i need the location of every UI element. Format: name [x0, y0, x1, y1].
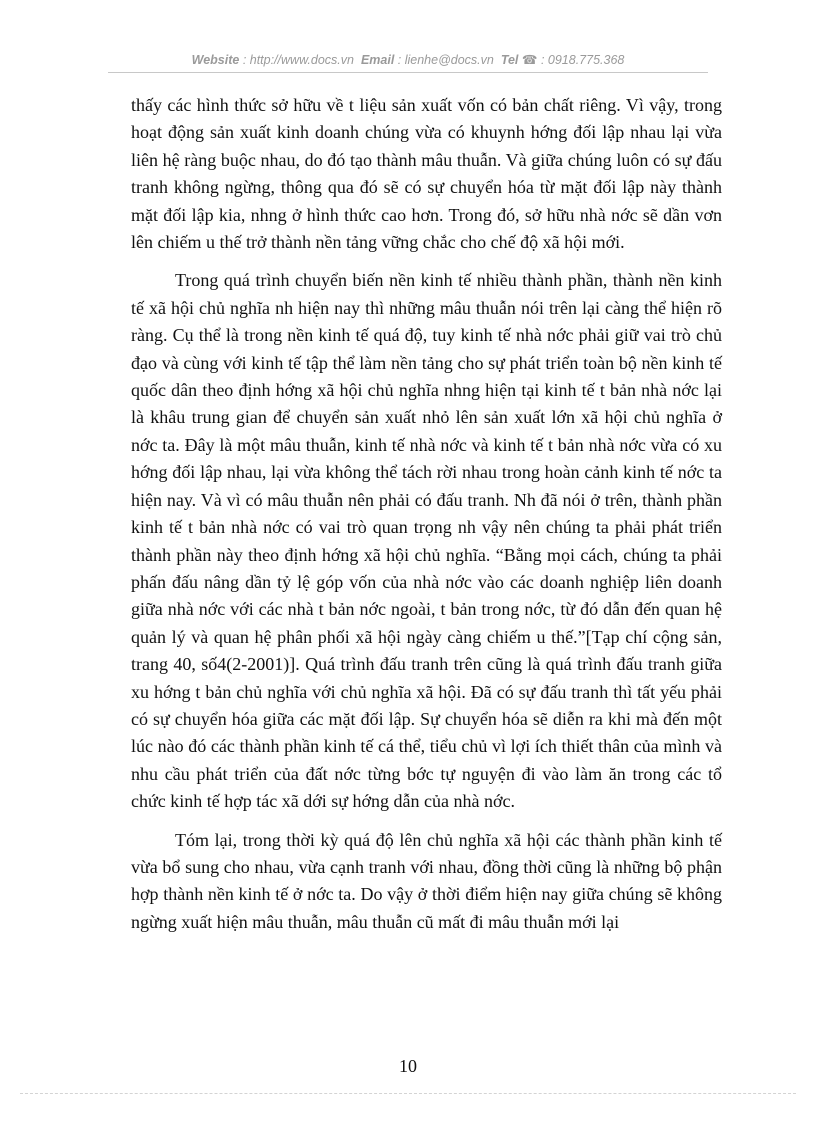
page-header: [110, 52, 706, 67]
website-value: : http://www.docs.vn: [242, 53, 354, 67]
page-number: 10: [399, 1056, 417, 1076]
header-divider: [108, 72, 708, 73]
tel-value: ☎ : 0918.775.368: [521, 53, 625, 67]
footer-divider: [20, 1093, 796, 1094]
website-label: Website: [191, 53, 240, 67]
paragraph-continuation: thấy các hình thức sở hữu về t liệu sản xuất vốn có bản chất riêng. Vì vậy, trong hoạt động sản xuất kinh doanh chúng vừa có khuynh hớng đối lập nhau lại vừa liên hệ ràng buộc nhau, do đó tạo thành mâu thuẫn. Và giữa chúng luôn có sự đấu tranh không ngừng, thông qua đó sẽ có sự chuyển hóa từ mặt đối lập này thành mặt đối lập kia, nhng ở hình thức cao hơn. Trong đó, sở hữu nhà nớc sẽ dần vơn lên chiếm u thế trở thành nền tảng vững chắc cho chế độ xã hội mới.: [131, 95, 722, 253]
email-value: : lienhe@docs.vn: [397, 53, 494, 67]
paragraph-economic-contradictions: Trong quá trình chuyển biến nền kinh tế nhiều thành phần, thành nền kinh tế xã hội chủ nghĩa nh hiện nay thì những mâu thuẫn nói trên lại càng thể hiện rõ ràng. Cụ thể là trong nền kinh tế quá độ, tuy kinh tế nhà nớc phải giữ vai trò chủ đạo và cùng với kinh tế tập thể làm nền tảng cho sự phát triển toàn bộ nền kinh tế quốc dân theo định hớng xã hội chủ nghĩa nhng hiện tại kinh tế t bản nhà nớc lại là khâu trung gian để chuyển sản xuất nhỏ lên sản xuất lớn xã hội chủ nghĩa ở nớc ta. Đây là một mâu thuẫn, kinh tế nhà nớc và kinh tế t bản nhà nớc vừa có xu hớng đối lập nhau, lại vừa không thể tách rời nhau trong hoàn cảnh kinh tế nớc ta hiện nay. Và vì có mâu thuẫn nên phải có đấu tranh. Nh đã nói ở trên, thành phần kinh tế t bản nhà nớc có vai trò quan trọng nh vậy nên chúng ta phải phát triển thành phần này theo định hớng xã hội chủ nghĩa. “Bằng mọi cách, chúng ta phải phấn đấu nâng dần tỷ lệ góp vốn của nhà nớc vào các doanh nghiệp liên doanh giữa nhà nớc với các nhà t bản nớc ngoài, t bản trong nớc, từ đó dẫn đến quan hệ quản lý và quan hệ phân phối xã hội ngày càng chiếm u thế.”[Tạp chí cộng sản, trang 40, số4(2-2001)]. Quá trình đấu tranh trên cũng là quá trình đấu tranh giữa xu hớng t bản chủ nghĩa với chủ nghĩa xã hội. Đã có sự đấu tranh thì tất yếu phải có sự chuyển hóa giữa các mặt đối lập. Sự chuyển hóa sẽ diễn ra khi mà đến một lúc nào đó các thành phần kinh tế cá thể, tiểu chủ vì lợi ích thiết thân của mình và nhu cầu phát triển của đất nớc từng bớc tự nguyện đi vào làm ăn trong các tổ chức kinh tế hợp tác xã dới sự hớng dẫn của nhà nớc.: [131, 270, 722, 812]
document-body: [131, 92, 722, 947]
email-label: Email: [360, 53, 395, 67]
tel-label: Tel: [500, 53, 519, 67]
paragraph-summary: Tóm lại, trong thời kỳ quá độ lên chủ nghĩa xã hội các thành phần kinh tế vừa bổ sung cho nhau, vừa cạnh tranh với nhau, đồng thời cũng là những bộ phận hợp thành nền kinh tế ở nớc ta. Do vậy ở thời điểm hiện nay giữa chúng sẽ không ngừng xuất hiện mâu thuẫn, mâu thuẫn cũ mất đi mâu thuẫn mới lại: [131, 829, 722, 932]
